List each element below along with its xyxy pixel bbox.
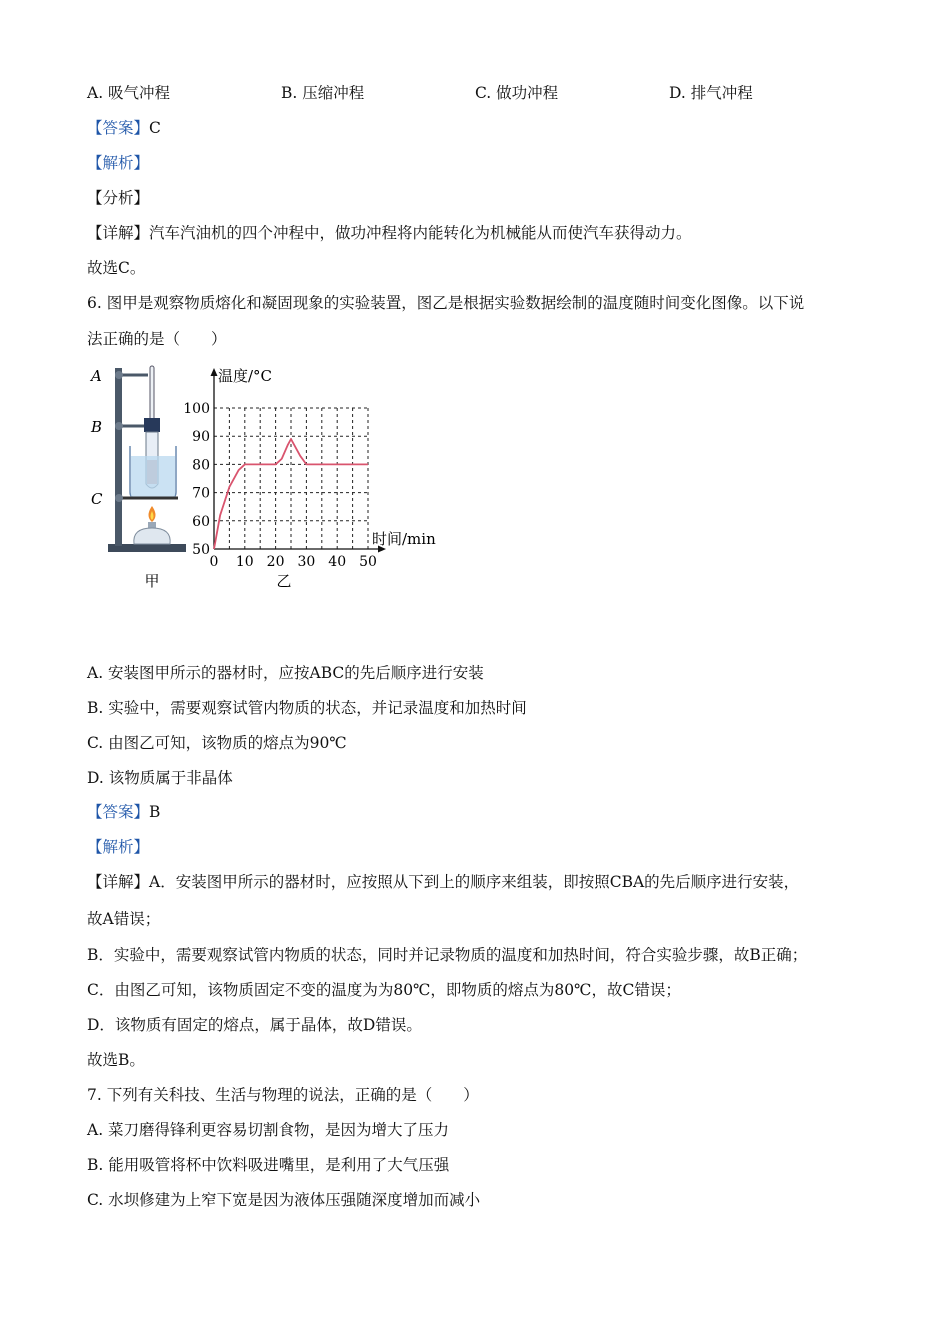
q7-stem: 7. 下列有关科技、生活与物理的说法，正确的是（ ） [87,1086,479,1104]
caption-left: 甲 [144,572,160,590]
q6-detail-line1 [87,870,799,892]
detail-tag: 【详解】 [87,224,150,242]
x-tick-label: 20 [266,554,285,570]
y-tick-label: 70 [192,485,210,502]
x-tick-label: 50 [359,554,377,570]
temperature-chart [183,367,436,570]
y-tick-label: 100 [183,401,210,417]
clamp-a [115,371,123,379]
q7-option-b: B. 能用吸管将杯中饮料吸进嘴里，是利用了大气压强 [87,1156,450,1174]
y-axis-label: 温度/°C [218,367,273,385]
q6-option-d: D. 该物质属于非晶体 [87,769,233,787]
q5-answer [87,116,161,138]
q6-analysis-tag: 【解析】 [87,838,150,856]
x-tick-label: 10 [235,554,254,570]
q6-detail-line2: 故A错误； [87,910,161,928]
q5-detail [87,221,692,243]
q7-option-a: A. 菜刀磨得锋利更容易切割食物，是因为增大了压力 [87,1121,450,1139]
label-c: C [91,490,103,508]
q6-answer [87,800,160,822]
clamp-c [115,494,123,502]
answer-tag: 【答案】 [87,803,150,821]
q6-stem-line2: 法正确的是（ ） [87,330,227,348]
q5-analysis-tag: 【解析】 [87,154,150,172]
q6-option-b: B. 实验中，需要观察试管内物质的状态，并记录温度和加热时间 [87,699,527,717]
answer-tag: 【答案】 [87,119,150,137]
detail-text: 汽车汽油机的四个冲程中，做功冲程将内能转化为机械能从而使汽车获得动力。 [149,224,692,242]
q5-option-d: D. 排气冲程 [669,84,753,102]
q6-detail-line4: C．由图乙可知，该物质固定不变的温度为为80℃，即物质的熔点为80℃，故C错误； [87,981,681,999]
apparatus-diagram [89,366,186,590]
q5-option-b: B. 压缩冲程 [281,84,365,102]
clamp-b [115,422,123,430]
q5-fenxi-tag: 【分析】 [87,189,150,207]
label-b: B [91,418,103,436]
stopper [144,418,160,432]
y-tick-label: 60 [192,513,210,530]
q6-conclusion: 故选B。 [87,1051,145,1069]
y-tick-label: 90 [192,429,210,446]
alcohol-lamp [134,528,170,544]
y-tick-label: 50 [192,542,210,558]
q6-detail-line5: D．该物质有固定的熔点，属于晶体，故D错误。 [87,1016,422,1034]
q7-option-c: C. 水坝修建为上窄下宽是因为液体压强随深度增加而减小 [87,1191,481,1209]
x-tick-label: 40 [328,554,347,570]
label-a: A [91,367,102,385]
stand-rod [115,368,122,546]
q5-option-a: A. 吸气冲程 [87,84,171,102]
q5-conclusion: 故选C。 [87,259,146,277]
q5-option-c: C. 做功冲程 [475,84,559,102]
x-tick-label: 30 [297,554,316,570]
wick-holder [148,522,156,528]
q6-detail-line3: B．实验中，需要观察试管内物质的状态，同时并记录物质的温度和加热时间，符合实验步骤，故B正确； [87,946,808,964]
y-tick-label: 80 [192,457,210,474]
answer-value: C [149,119,161,137]
q6-option-c: C. 由图乙可知，该物质的熔点为90℃ [87,734,347,752]
q6-figure [88,360,458,600]
q6-stem-line1: 6. 图甲是观察物质熔化和凝固现象的实验装置，图乙是根据实验数据绘制的温度随时间变化图像。以下说 [87,294,805,312]
detail-text: A．安装图甲所示的器材时，应按照从下到上的顺序来组装，即按照CBA的先后顺序进行安装， [149,873,800,891]
x-axis-label: 时间/min [372,530,436,548]
detail-tag: 【详解】 [87,873,150,891]
caption-right: 乙 [276,572,292,590]
answer-value: B [149,803,161,821]
x-tick-label: 0 [209,554,219,570]
y-axis-arrow [211,368,218,376]
q6-option-a: A. 安装图甲所示的器材时，应按ABC的先后顺序进行安装 [87,664,484,682]
beaker-water [131,456,175,497]
